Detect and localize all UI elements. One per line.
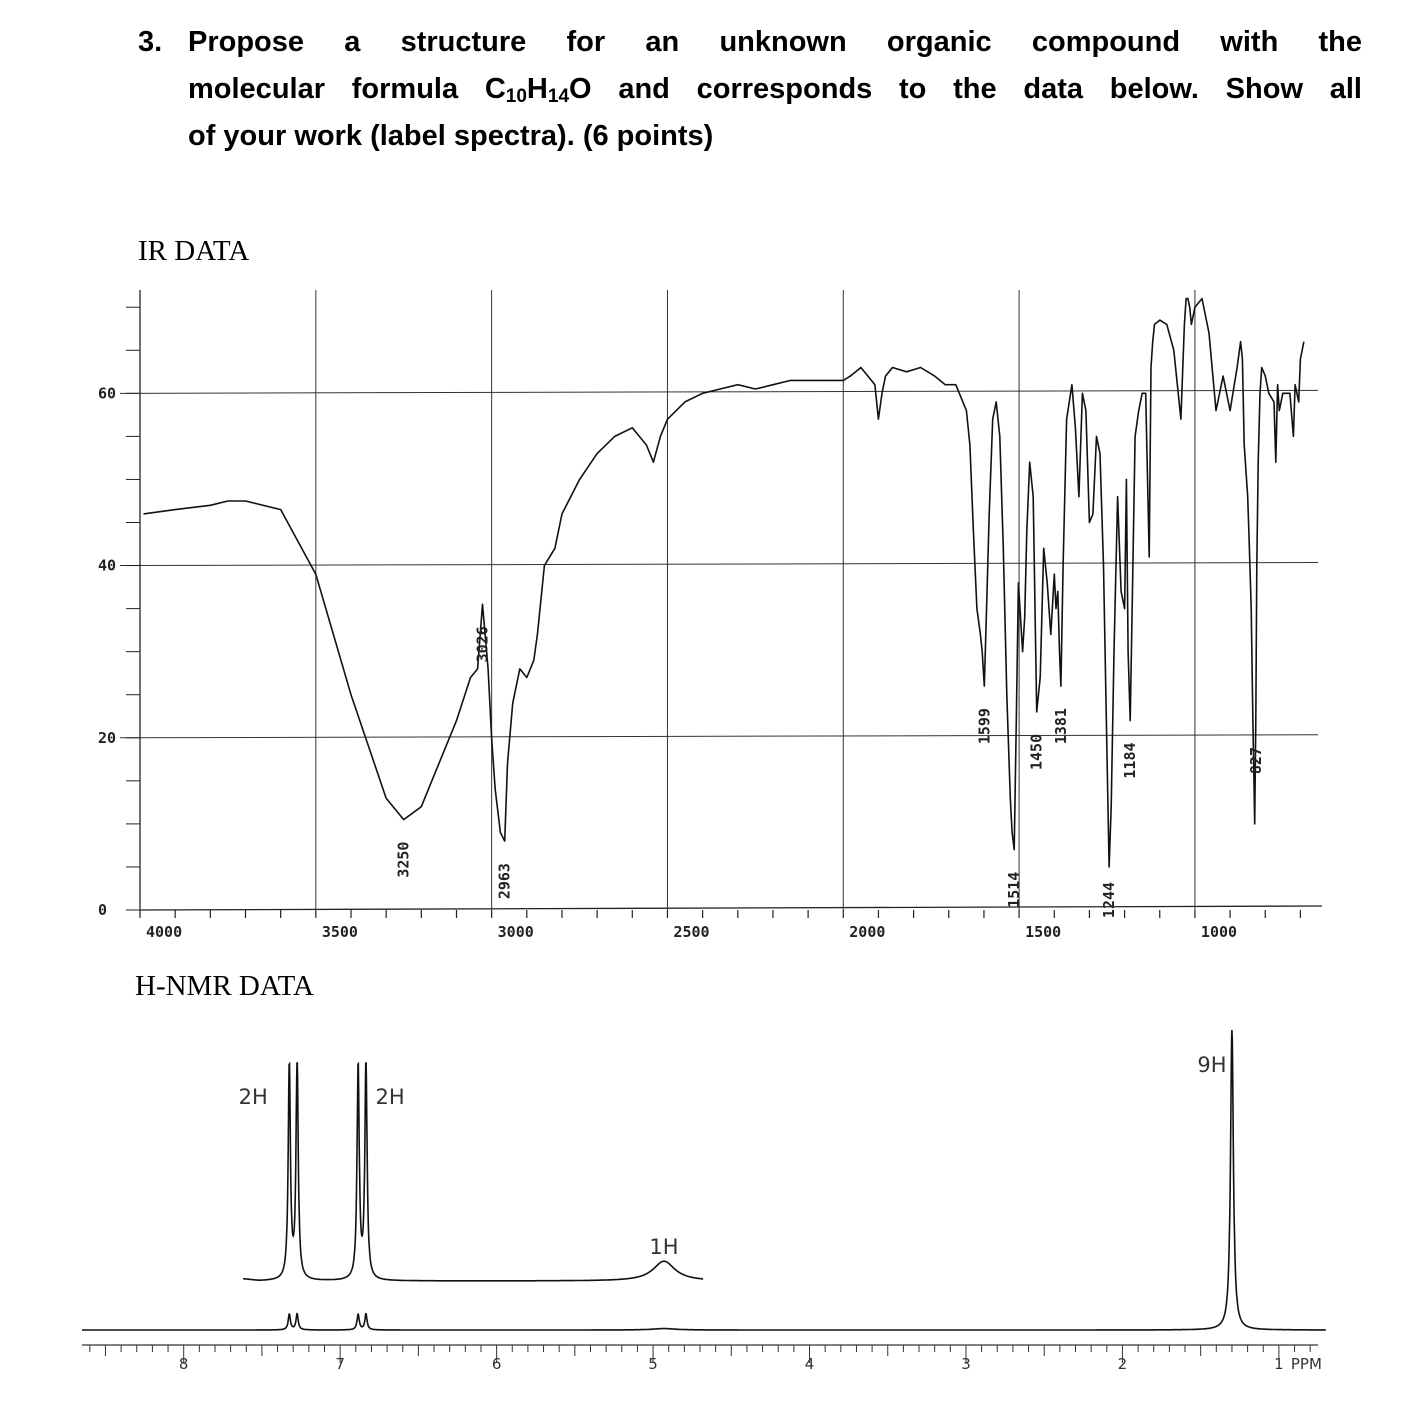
- nmr-chart-title: H-NMR DATA: [135, 970, 314, 1002]
- ir-y-tick-label: 60: [98, 384, 117, 403]
- nmr-x-tick-label: 4: [804, 1355, 815, 1373]
- question-line-2-post: O and corresponds to the data below. Show all: [569, 73, 1362, 105]
- ir-y-tick-label: 0: [98, 901, 108, 919]
- question-line-2-pre: molecular formula C: [188, 73, 506, 105]
- ir-peak-label: 3026: [473, 626, 492, 663]
- nmr-x-tick-label: 7: [335, 1355, 345, 1373]
- ir-peak-label: 3250: [394, 841, 413, 878]
- question-number: 3.: [138, 26, 163, 58]
- ir-horizontal-gridline: [120, 390, 1318, 393]
- ir-x-axis: [140, 906, 1322, 910]
- ir-peak-label: 827: [1246, 747, 1265, 775]
- ir-peak-label: 1244: [1100, 881, 1119, 919]
- nmr-axis-unit: PPM: [1290, 1355, 1322, 1373]
- ir-x-tick-label: 4000: [146, 923, 183, 941]
- ir-peak-label: 1381: [1051, 708, 1070, 745]
- nmr-integration-label: 2H: [375, 1085, 405, 1109]
- ir-chart-title: IR DATA: [138, 235, 250, 267]
- nmr-x-tick-label: 6: [491, 1355, 502, 1373]
- ir-x-tick-label: 3500: [321, 923, 358, 941]
- ir-spectrum-line: [144, 299, 1304, 867]
- nmr-x-tick-label: 3: [961, 1355, 971, 1373]
- hydrogen-count: 14: [547, 86, 570, 107]
- ir-y-tick-label: 40: [98, 556, 117, 575]
- question-line-3: of your work (label spectra). (6 points): [188, 120, 714, 152]
- ir-y-tick-label: 20: [98, 728, 117, 747]
- nmr-x-tick-label: 5: [648, 1355, 658, 1373]
- nmr-expanded-trace: [243, 1063, 703, 1281]
- nmr-integration-label: 1H: [649, 1235, 679, 1259]
- ir-peak-label: 1450: [1027, 733, 1046, 771]
- nmr-x-tick-label: 8: [178, 1355, 189, 1373]
- ir-horizontal-gridline: [120, 563, 1318, 566]
- nmr-spectrum-line: [82, 1030, 1326, 1330]
- ir-peak-label: 1184: [1121, 742, 1140, 779]
- nmr-x-tick-label: 1: [1274, 1355, 1284, 1373]
- nmr-chart: [82, 1030, 1326, 1373]
- nmr-integration-label: 2H: [238, 1085, 268, 1109]
- question-line-1: Propose a structure for an unknown organic compound with the: [188, 26, 1362, 58]
- ir-x-tick-label: 1000: [1200, 923, 1238, 941]
- ir-x-tick-label: 1500: [1025, 923, 1062, 941]
- hydrogen-symbol: H: [526, 73, 548, 105]
- ir-x-tick-label: 3000: [497, 923, 534, 941]
- ir-chart: [98, 290, 1322, 941]
- carbon-count: 10: [505, 86, 527, 107]
- nmr-x-tick-label: 2: [1117, 1355, 1128, 1373]
- ir-x-tick-label: 2000: [849, 923, 886, 941]
- ir-peak-label: 1599: [975, 708, 994, 745]
- ir-peak-label: 2963: [495, 863, 514, 900]
- nmr-integration-label: 9H: [1197, 1053, 1227, 1077]
- ir-horizontal-gridline: [120, 735, 1318, 738]
- ir-x-tick-label: 2500: [673, 923, 710, 941]
- ir-peak-label: 1514: [1005, 871, 1024, 908]
